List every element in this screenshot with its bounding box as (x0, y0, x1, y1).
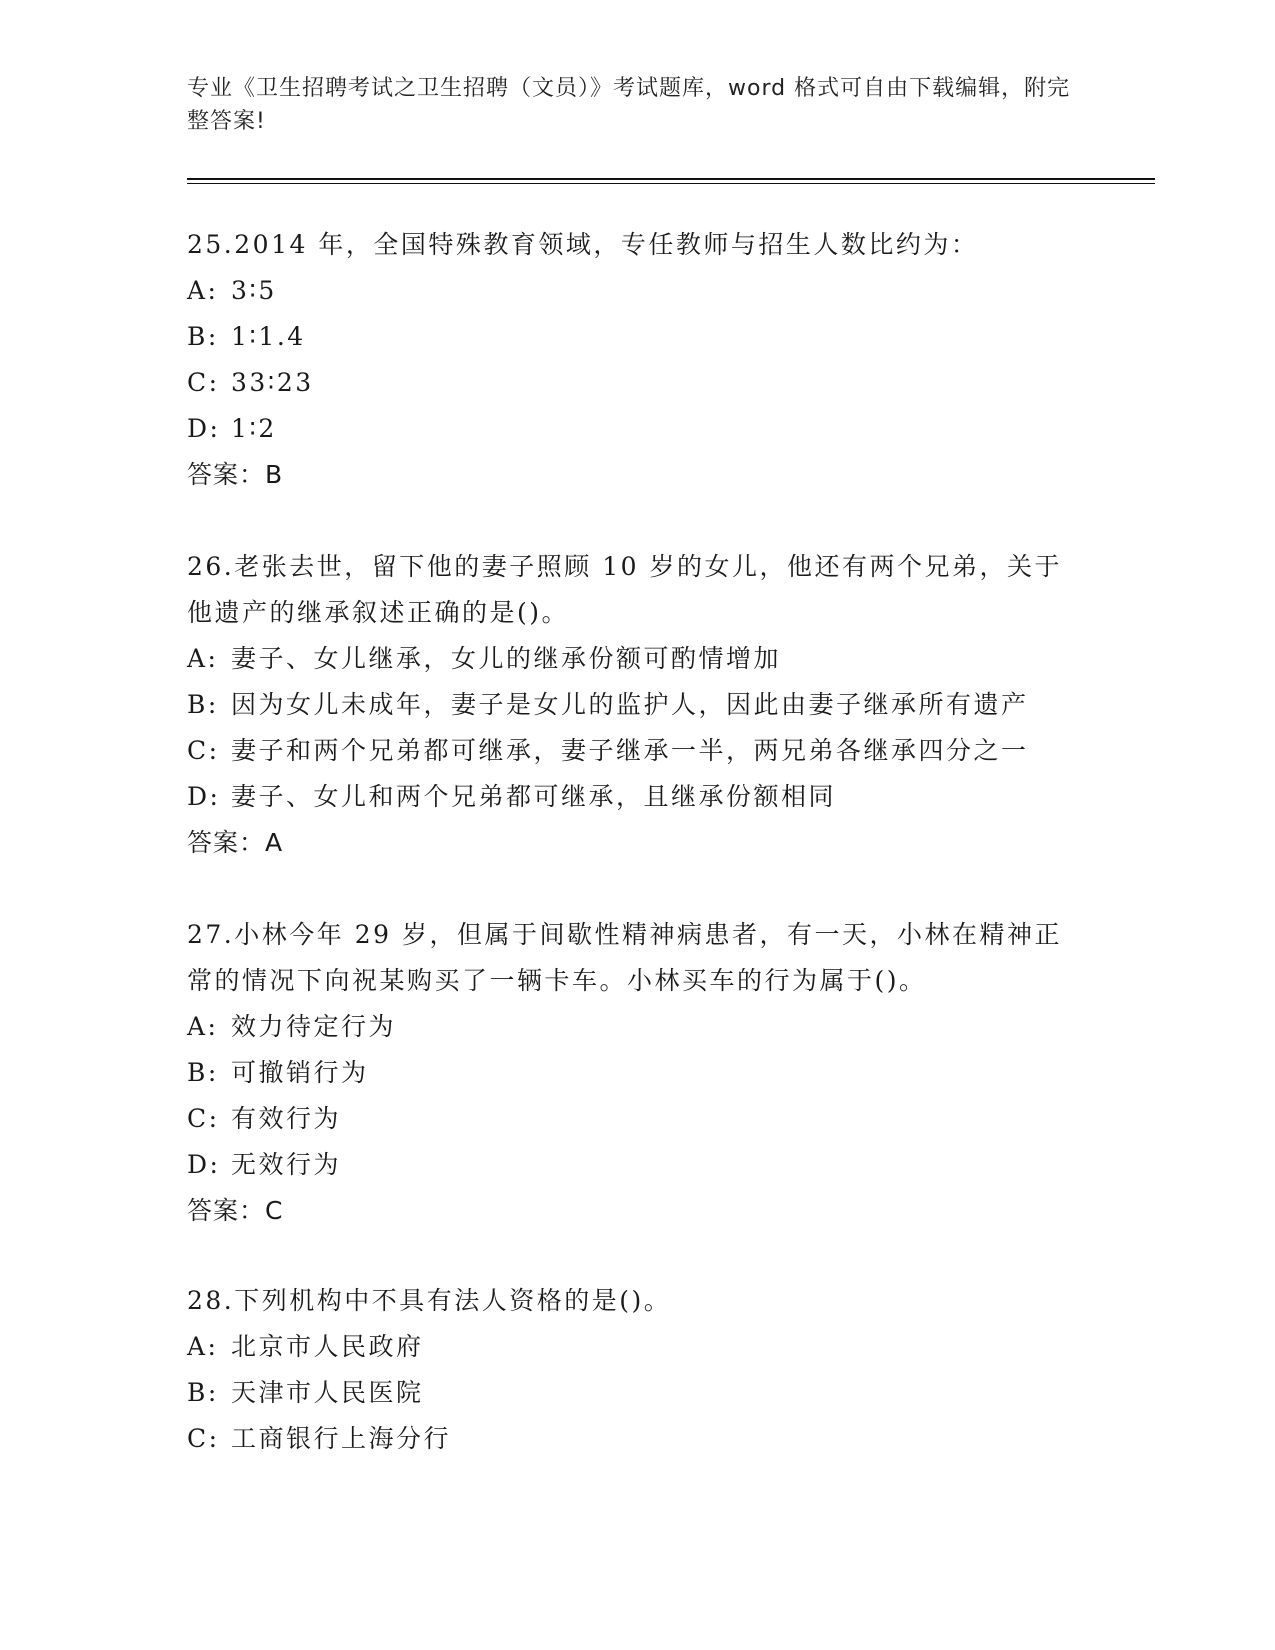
option-d (187, 774, 1087, 820)
option-text: 效力待定行为 (231, 1012, 397, 1041)
question-stem: 26.老张去世，留下他的妻子照顾 10 岁的女儿，他还有两个兄弟，关于他遗产的继承叙述正确的是()。 (187, 552, 1062, 627)
option-key: A: (187, 276, 219, 305)
option-a (187, 636, 1087, 682)
option-a (187, 1004, 1087, 1050)
option-text: 妻子、女儿和两个兄弟都可继承，且继承份额相同 (231, 782, 837, 811)
option-text: 因为女儿未成年，妻子是女儿的监护人，因此由妻子继承所有遗产 (231, 690, 1029, 719)
answer-label: 答案：B (187, 460, 284, 489)
option-text: 妻子、女儿继承，女儿的继承份额可酌情增加 (231, 644, 782, 673)
question-stem: 27.小林今年 29 岁，但属于间歇性精神病患者，有一天，小林在精神正常的情况下向祝某购买了一辆卡车。小林买车的行为属于()。 (187, 920, 1062, 995)
option-key: D: (187, 414, 221, 443)
option-key: B: (187, 1378, 219, 1407)
option-text: 1∶1.4 (231, 322, 306, 351)
option-key: C: (187, 736, 220, 765)
option-b (187, 1050, 1087, 1096)
option-text: 天津市人民医院 (231, 1378, 424, 1407)
option-key: C: (187, 1104, 220, 1133)
option-text: 妻子和两个兄弟都可继承，妻子继承一半，两兄弟各继承四分之一 (231, 736, 1029, 765)
option-a (187, 268, 1087, 314)
question-26 (187, 544, 1087, 866)
option-key: D: (187, 782, 221, 811)
question-25 (187, 222, 1087, 498)
option-c (187, 728, 1087, 774)
option-c (187, 1096, 1087, 1142)
option-text: 工商银行上海分行 (231, 1424, 452, 1453)
option-b (187, 682, 1087, 728)
header-divider (187, 178, 1155, 180)
option-key: B: (187, 690, 219, 719)
question-28 (187, 1278, 1087, 1462)
option-c (187, 360, 1087, 406)
option-b (187, 314, 1087, 360)
option-text: 无效行为 (231, 1150, 342, 1179)
option-a (187, 1324, 1087, 1370)
option-d (187, 1142, 1087, 1188)
question-stem: 28.下列机构中不具有法人资格的是()。 (187, 1286, 672, 1315)
option-key: C: (187, 1424, 220, 1453)
option-text: 1∶2 (231, 414, 277, 443)
option-b (187, 1370, 1087, 1416)
answer-label: 答案：C (187, 1196, 284, 1225)
option-c (187, 1416, 1087, 1462)
option-key: B: (187, 322, 219, 351)
question-27 (187, 912, 1087, 1234)
option-key: A: (187, 1012, 219, 1041)
option-key: A: (187, 1332, 219, 1361)
option-key: A: (187, 644, 219, 673)
option-key: C: (187, 368, 220, 397)
answer-label: 答案：A (187, 828, 284, 857)
option-text: 有效行为 (231, 1104, 342, 1133)
option-text: 可撤销行为 (231, 1058, 369, 1087)
document-header: 专业《卫生招聘考试之卫生招聘（文员）》考试题库，word 格式可自由下载编辑，附完整答案! (187, 76, 1071, 134)
option-text: 3∶5 (231, 276, 277, 305)
option-key: D: (187, 1150, 221, 1179)
option-d (187, 406, 1087, 452)
header-divider-thin (187, 183, 1155, 184)
option-text: 北京市人民政府 (231, 1332, 424, 1361)
option-text: 33∶23 (231, 368, 314, 397)
question-stem: 25.2014 年，全国特殊教育领域，专任教师与招生人数比约为： (187, 230, 979, 259)
option-key: B: (187, 1058, 219, 1087)
